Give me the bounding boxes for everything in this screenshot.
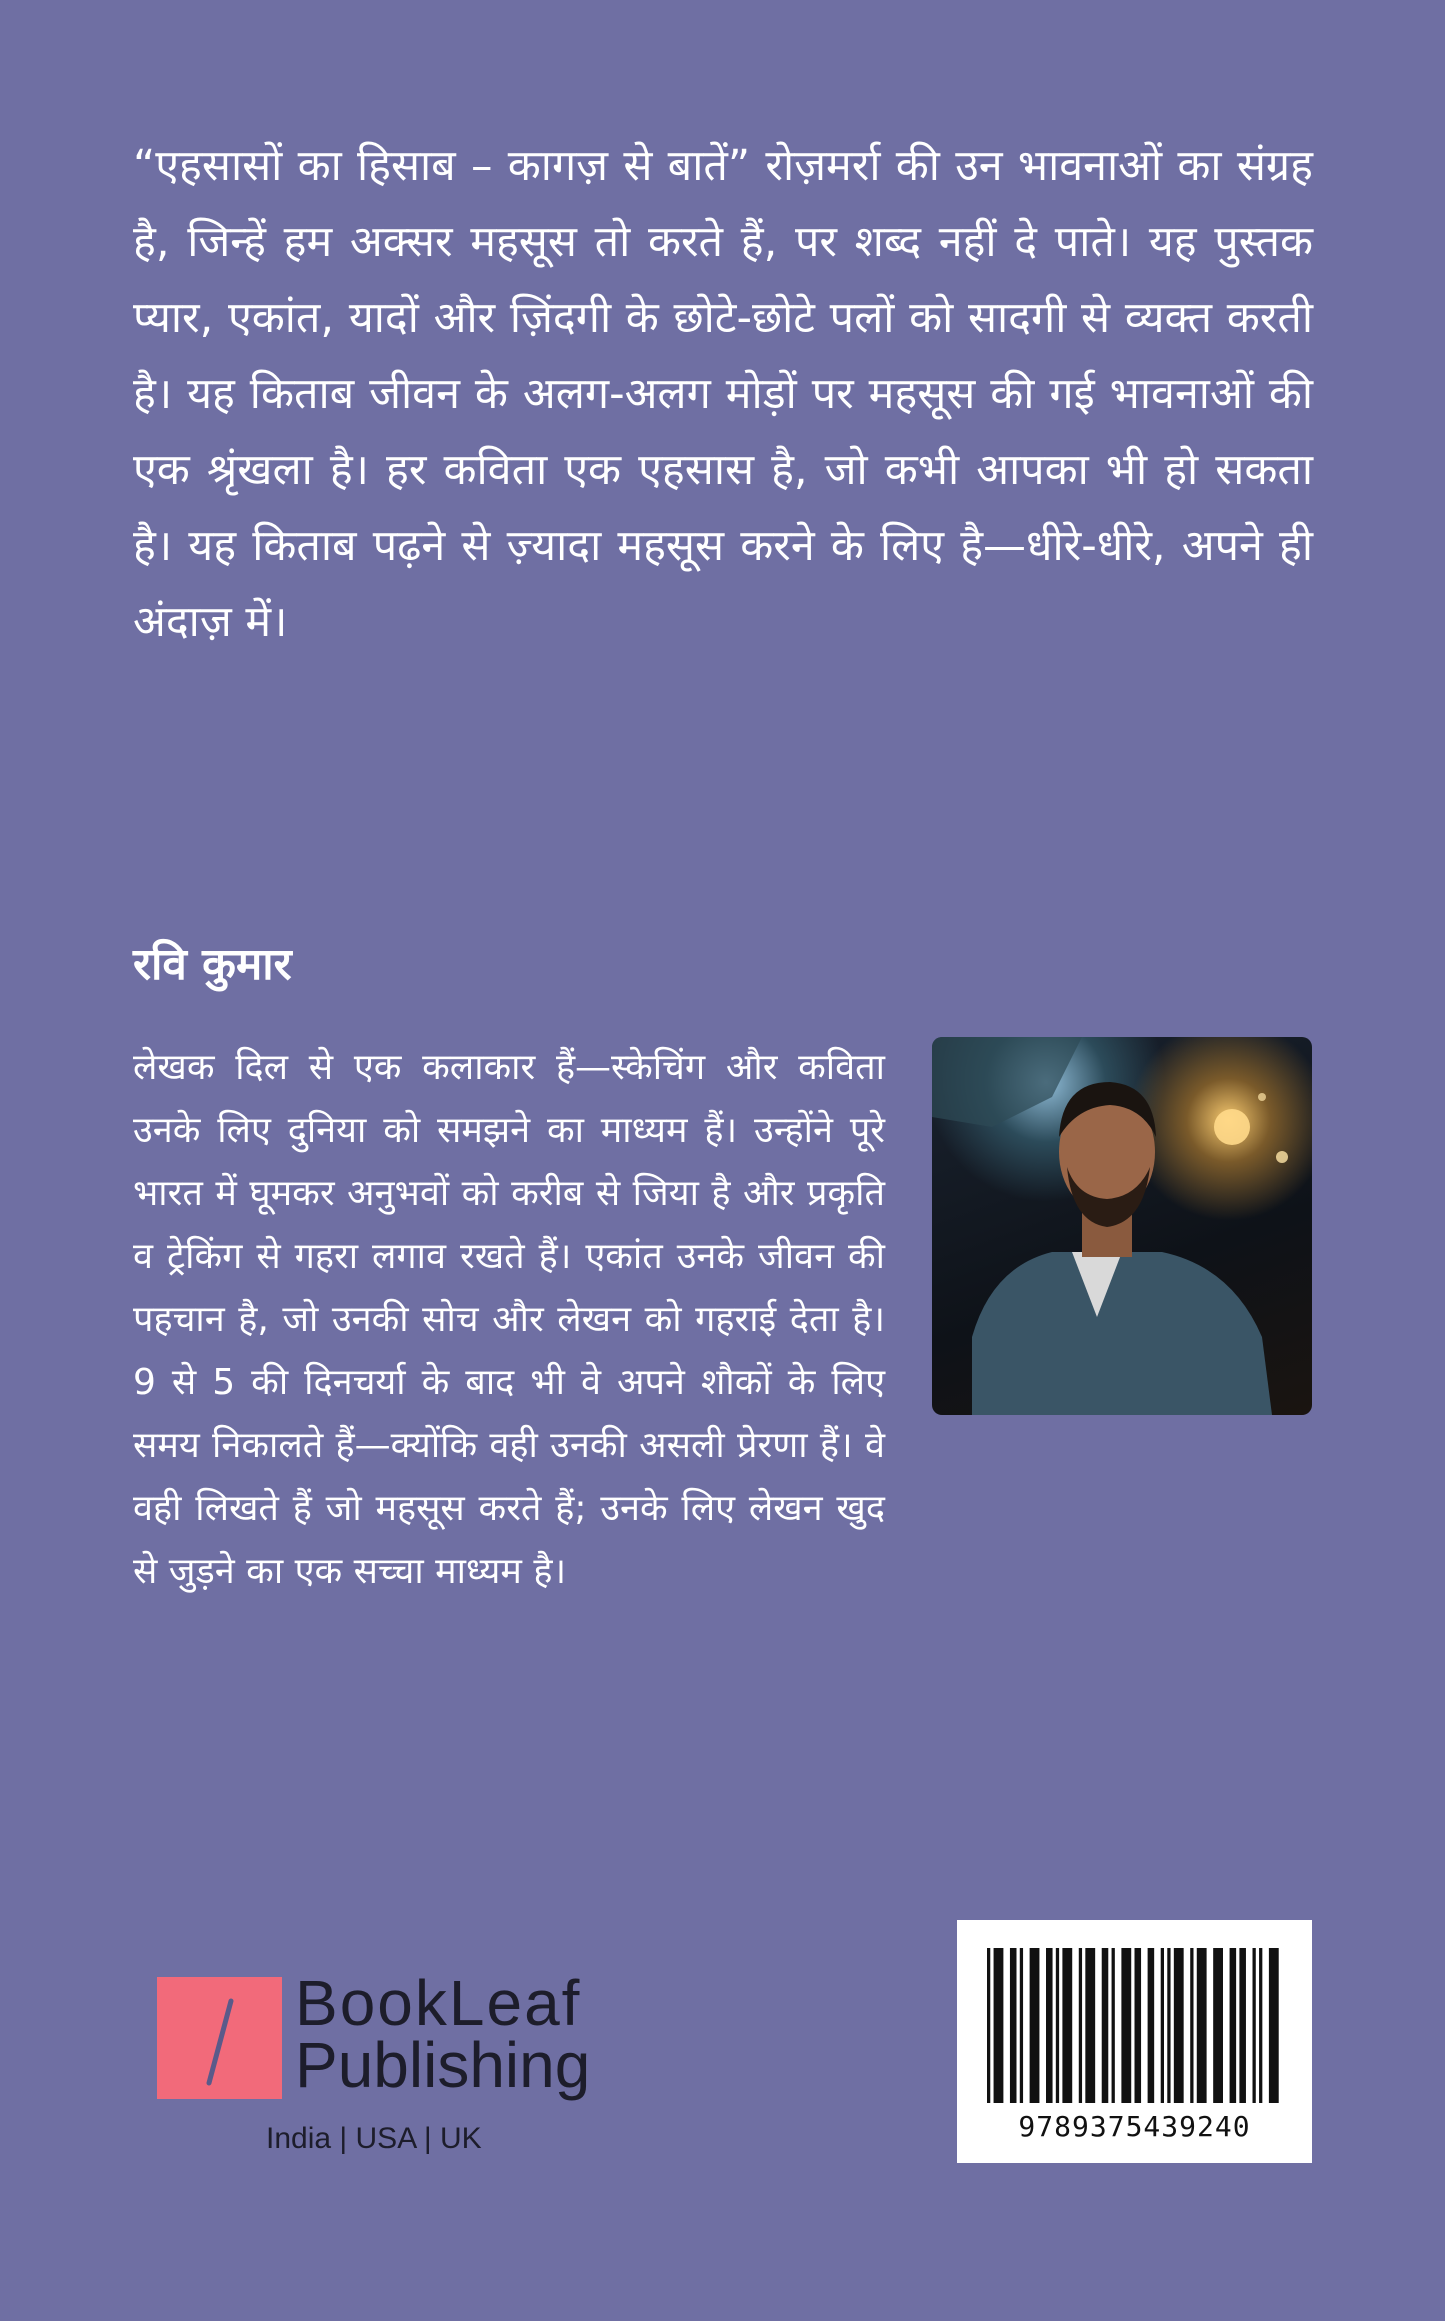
barcode-bar — [1161, 1948, 1164, 2103]
barcode-bar — [1112, 1948, 1115, 2103]
barcode-bar — [1174, 1948, 1184, 2103]
barcode-bar — [1079, 1948, 1082, 2103]
publisher-mark — [157, 1977, 282, 2099]
author-bio: लेखक दिल से एक कलाकार हैं—स्केचिंग और कविता उनके लिए दुनिया को समझने का माध्यम हैं। उन्होंने पूरे भारत में घूमकर अनुभवों को करीब से जिया है और प्रकृति व ट्रेकिंग से गहरा लगाव रखते हैं। एकांत उनके जीवन की पहचान है, जो उनकी सोच और लेखन को गहराई देता है। 9 से 5 की दिनचर्या के बाद भी वे अपने शौकों के लिए समय निकालते हैं—क्योंकि वही उनकी असली प्रेरणा हैं। वे वही लिखते हैं जो महसूस करते हैं; उनके लिए लेखन खुद से जुड़ने का एक सच्चा माध्यम है। — [133, 1047, 885, 1592]
publisher-logo — [157, 1967, 617, 2170]
barcode-bar — [1030, 1948, 1040, 2103]
barcode-bar — [1269, 1948, 1279, 2103]
publisher-name-line2: Publishing — [295, 2029, 591, 2101]
barcode-bar — [1102, 1948, 1109, 2103]
barcode-bar — [1213, 1948, 1223, 2103]
barcode-bar — [1230, 1948, 1237, 2103]
publisher-name-line1: BookLeaf — [295, 1967, 582, 2039]
barcode-bar — [1190, 1948, 1193, 2103]
barcode-bar — [1197, 1948, 1207, 2103]
barcode-bar — [1085, 1948, 1095, 2103]
publisher-regions: India | USA | UK — [266, 2122, 482, 2155]
isbn-number: 9789375439240 — [1018, 2110, 1251, 2143]
barcode-bar — [1148, 1948, 1155, 2103]
barcode-bar — [1167, 1948, 1170, 2103]
barcode-bar — [1253, 1948, 1256, 2103]
barcode-bar — [1046, 1948, 1053, 2103]
barcode-bar — [994, 1948, 1004, 2103]
author-photo — [932, 1037, 1312, 1415]
barcode-bar — [1239, 1948, 1246, 2103]
barcode-bar — [1121, 1948, 1131, 2103]
slash-icon — [203, 1997, 237, 2087]
author-name: रवि कुमार — [133, 939, 292, 990]
barcode-bars — [987, 1948, 1282, 2103]
barcode-bar — [987, 1948, 990, 2103]
barcode-bar — [1135, 1948, 1142, 2103]
barcode-bar — [1020, 1948, 1023, 2103]
back-cover-blurb: “एहसासों का हिसाब – कागज़ से बातें” रोज़मर्रा की उन भावनाओं का संग्रह है, जिन्हें हम अक्सर महसूस तो करते हैं, पर शब्द नहीं दे पाते। यह पुस्तक प्यार, एकांत, यादों और ज़िंदगी के छोटे-छोटे पलों को सादगी से व्यक्त करती है। यह किताब जीवन के अलग-अलग मोड़ों पर महसूस की गई भावनाओं की एक श्रृंखला है। हर कविता एक एहसास है, जो कभी आपका भी हो सकता है। यह किताब पढ़ने से ज़्यादा महसूस करने के लिए है—धीरे-धीरे, अपने ही अंदाज़ में। — [133, 141, 1313, 647]
barcode-bar — [1010, 1948, 1017, 2103]
barcode-bar — [1056, 1948, 1059, 2103]
barcode-bar — [1259, 1948, 1262, 2103]
barcode-bar — [1062, 1948, 1072, 2103]
isbn-barcode — [957, 1920, 1312, 2163]
